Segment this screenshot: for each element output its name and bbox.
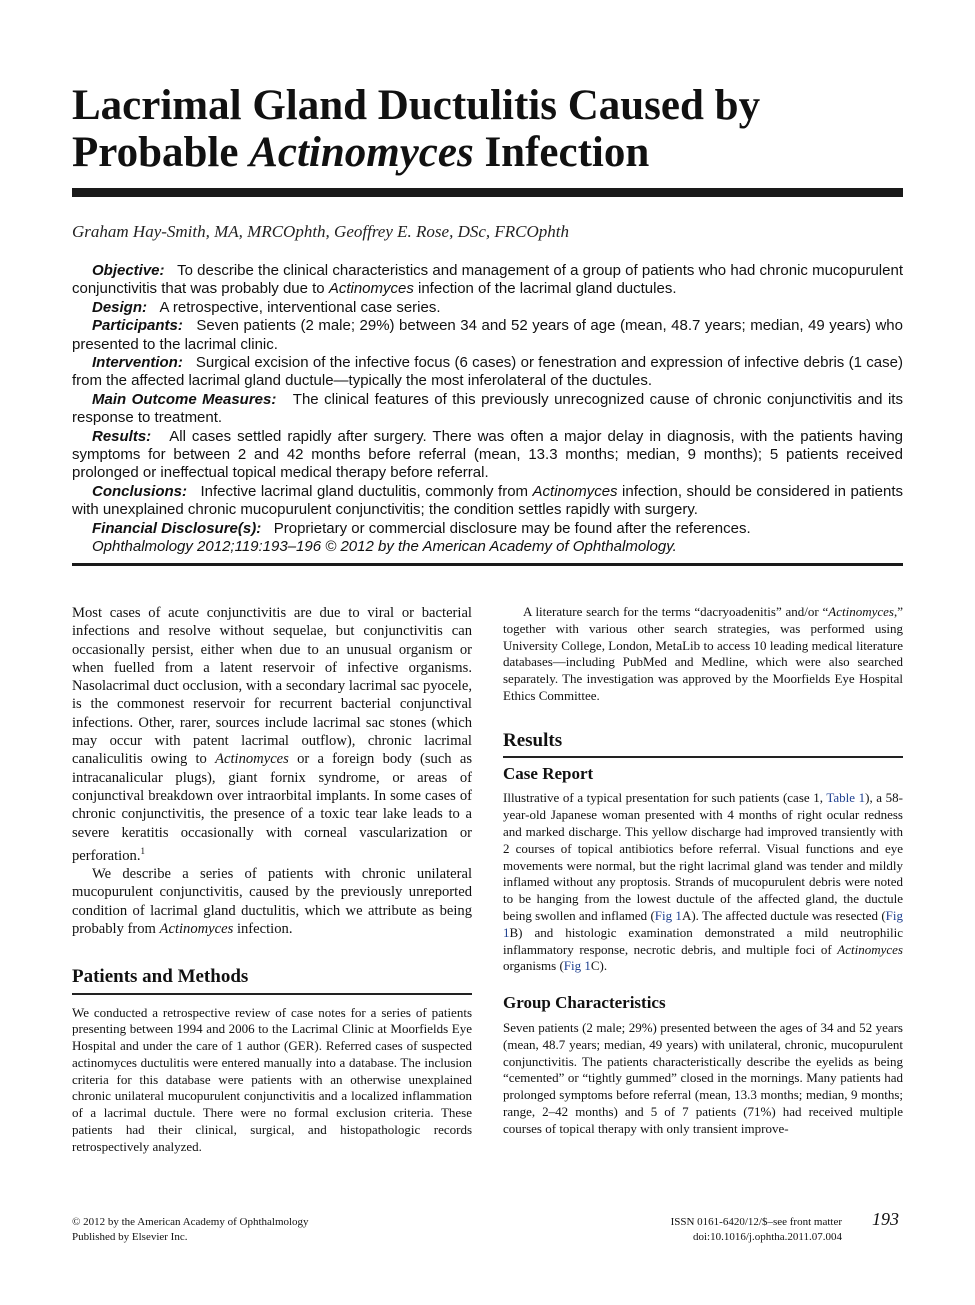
- title-divider: [72, 188, 903, 197]
- abstract: [72, 262, 903, 557]
- left-column: [72, 604, 472, 1156]
- page-number: 193: [872, 1209, 899, 1229]
- methods-heading: Patients and Methods: [72, 968, 472, 994]
- group-characteristics-paragraph: Seven patients (2 male; 29%) presented between the ages of 34 and 52 years (mean, 48.7 years; median, 49 years) with unilateral, chronic, mucopurulent conjunctivitis. The patients characteristically describe the eyelids as being “cemented” or “tightly gummed” closed in the mornings. Many patients had prolonged symptoms before referral (mean, 13.3 months; median, 9 months; range, 2–42 months) and 5 of 7 patients (71%) had received multiple courses of topical therapy with only transient improve-: [503, 1019, 903, 1136]
- results-heading: Results: [503, 733, 903, 758]
- abstract-participants: Participants: Seven patients (2 male; 29%) between 34 and 52 years of age (mean, 48.7 years; median, 49 years) who presented to the lacrimal clinic.: [72, 317, 903, 353]
- footer-publisher: © 2012 by the American Academy of Ophthalmology Published by Elsevier Inc.: [72, 1216, 309, 1243]
- intro-paragraph-2: We describe a series of patients with chronic unilateral mucopurulent conjunctivitis, caused by the previously unreported condition of lacrimal gland ductulitis, which we attribute as being probably from Actinomyces infection.: [72, 866, 472, 937]
- abstract-outcome: Main Outcome Measures: The clinical features of this previously unrecognized cause of chronic conjunctivitis and its response to treatment.: [72, 390, 903, 427]
- abstract-design: Design: A retrospective, interventional case series.: [92, 298, 441, 316]
- group-characteristics-heading: Group Characteristics: [503, 993, 666, 1013]
- abstract-results: Results: All cases settled rapidly after surgery. There was often a major delay in diagnosis, with the patients having symptoms for between 2 and 42 months before referral (mean, 13.3 months; median, 9 months); 5 patients received prolonged or ineffectual topical medical therapy before referral.: [72, 427, 903, 482]
- intro-paragraph-1: Most cases of acute conjunctivitis are due to viral or bacterial infections and resolve without sequelae, but conjunctivitis can occasionally persist, either when due to an unusual organism or when fuelled from a latent reservoir of infective organisms. Nasolacrimal duct occlusion, with a secondary lacrimal sac pyocele, is the commonest reservoir for recurrent bacterial conjunctival infections. Other, rarer, sources include lacrimal sac stones (which may occur with patent lacrimal outflow), chronic lacrimal canaliculitis owing to Actinomyces or a foreign body (such as intracanalicular plugs), giant fornix syndrome, or areas of conjunctival breakdown over intraorbital implants. In some cases of chronic conjunctivitis, the presence of a toxic tear lake leads to a severe keratitis occasionally with corneal vascularization or perforation.$^1$: [72, 605, 473, 864]
- article-title: Lacrimal Gland Ductulitis Caused by Probable Actinomyces Infection: [72, 82, 761, 176]
- abstract-disclosure: Financial Disclosure(s): Proprietary or commercial disclosure may be found after the references.: [92, 519, 751, 537]
- journal-citation: Ophthalmology 2012;119:193–196 © 2012 by the American Academy of Ophthalmology.: [92, 538, 677, 556]
- abstract-divider: [72, 563, 903, 566]
- abstract-conclusions: Conclusions: Infective lacrimal gland ductulitis, commonly from Actinomyces infection, should be considered in patients with unexplained chronic mucopurulent conjunctivitis; the condition settles rapidly with surgery.: [72, 482, 903, 519]
- case-report-heading: Case Report: [503, 763, 594, 783]
- abstract-intervention: Intervention: Surgical excision of the infective focus (6 cases) or fenestration and expression of infective debris (1 case) from the affected lacrimal gland ductule—typically the most inferolateral of the ductules.: [72, 354, 903, 390]
- author-list: Graham Hay-Smith, MA, MRCOphth, Geoffrey E. Rose, DSc, FRCOphth: [72, 222, 570, 241]
- literature-paragraph: A literature search for the terms “dacryoadenitis” and/or “Actinomyces,” together with various other search strategies, was performed using University College, London, MetaLib to access 10 leading medical literature databases—including PubMed and Medline, which were also searched separately. The investigation was approved by the Moorfields Eye Hospital Ethics Committee.: [503, 604, 903, 703]
- paper-page: [72, 0, 903, 1305]
- case-report-paragraph: Illustrative of a typical presentation for such patients (case 1, Table 1), a 58-year-old Japanese woman presented with 4 months of right ocular redness and marked discharge. This yellow discharge had improved transiently with 2 courses of topical antibiotics before referral. Visual functions and eye movements were normal, but the right lacrimal gland was tender and mildly inflamed without any proptosis. Strands of mucopurulent debris were noted to be hanging from the lowest ductule of the affected gland, the ductule being swollen and inflamed (Fig 1A). The affected ductule was resected (Fig 1B) and histologic examination demonstrated a mild neutrophilic inflammatory response, necrotic debris, and multiple foci of Actinomyces organisms (Fig 1C).: [503, 790, 903, 974]
- fig-1c-link[interactable]: Fig 1: [563, 958, 591, 974]
- table-1-link[interactable]: Table 1: [826, 790, 866, 806]
- reference-1[interactable]: 1: [140, 845, 145, 856]
- right-column: [503, 604, 903, 1138]
- methods-paragraph: We conducted a retrospective review of case notes for a series of patients presenting between 1994 and 2006 to the Lacrimal Clinic at Moorfields Eye Hospital and under the care of 1 author (GER). Referred cases of suspected actinomyces ductulitis were entered manually into a database. The inclusion criteria for this database were patients with an otherwise unexplained chronic unilateral mucopurulent conjunctivitis and a localized inflammation of a lacrimal ductule. There were no formal exclusion criteria. These patients had their clinical, surgical, and histopathologic records retrospectively analyzed.: [72, 1004, 472, 1154]
- abstract-objective: Objective: To describe the clinical characteristics and management of a group of patients who had chronic mucopurulent conjunctivitis that was probably due to Actinomyces infection of the lacrimal gland ductules.: [72, 262, 903, 298]
- fig-1a-link[interactable]: Fig 1: [654, 907, 682, 923]
- fig-1b-link[interactable]: Fig 1: [503, 907, 903, 940]
- footer-issn-doi: ISSN 0161-6420/12/$–see front matter doi:10.1016/j.ophtha.2011.07.004: [670, 1216, 842, 1243]
